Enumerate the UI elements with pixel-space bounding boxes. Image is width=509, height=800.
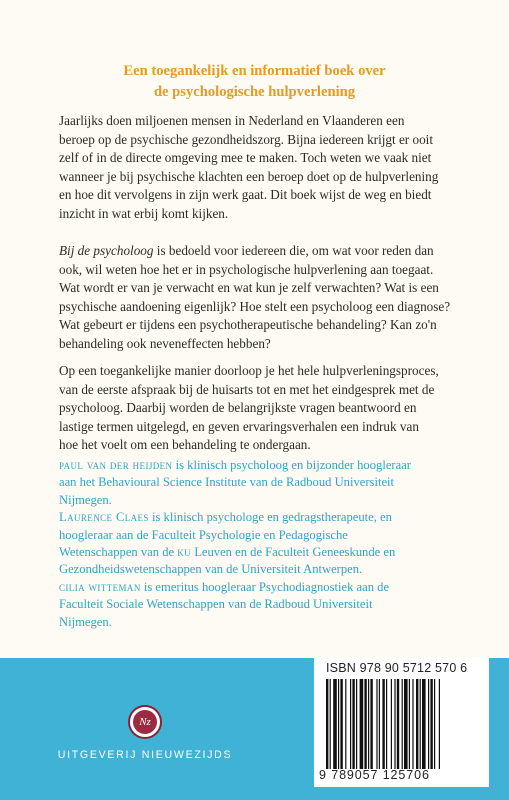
blurb-paragraph-1 <box>59 112 459 224</box>
isbn-label: ISBN 978 90 5712 570 6 <box>326 661 468 675</box>
bio-text: is emeritus hoogleraar Psychodiagnostiek aan de <box>140 579 390 594</box>
bio-line: Nijmegen. <box>59 492 112 507</box>
blurb-line: Wat gebeurt er tijdens een psychotherapeutische behandeling? Kan zo'n <box>59 317 437 333</box>
bio-line <box>59 457 469 474</box>
author-name: Laurence Claes <box>59 510 149 525</box>
bio-line: Faculteit Sociale Wetenschappen van de Radboud Universiteit <box>59 597 373 612</box>
blurb-line <box>59 242 459 261</box>
blurb-paragraph-2 <box>59 242 459 354</box>
ean-digits: 9 789057 125706 <box>319 768 430 782</box>
blurb-line: zelf of in de directe omgeving mee te maken. Toch weten we vaak niet <box>59 150 432 166</box>
publisher-logo-mark: Nz <box>133 710 157 734</box>
headline-line: Een toegankelijk en informatief boek over <box>123 63 386 79</box>
bio-line <box>59 509 469 526</box>
bio-line <box>59 579 469 596</box>
bio-text: is klinisch psychologe en gedragstherapeute, en <box>148 510 392 525</box>
author-name: cilia witteman <box>59 579 141 594</box>
blurb-line: Wat wordt er van je verwacht en wat kun je zelf verwachten? Wat is een <box>59 280 439 296</box>
blurb-line: lastige termen uitgelegd, en geven ervaringsverhalen een indruk van <box>59 418 419 434</box>
bio-line: hoogleraar aan de Faculteit Psychologie en Pedagogische <box>59 527 348 542</box>
blurb-line: en hoe dit vervolgens in zijn werk gaat. Dit boek wijst de weg en biedt <box>59 187 432 203</box>
publisher-name: UITGEVERIJ NIEUWEZIJDS <box>57 749 233 761</box>
blurb-line: wanneer je bij psychische klachten een beroep doet op de hulpverlening <box>59 168 439 184</box>
bio-text: Wetenschappen van de <box>59 545 178 560</box>
barcode-panel <box>314 657 489 787</box>
university-abbrev: ku <box>177 545 192 560</box>
barcode-icon <box>326 679 482 769</box>
blurb-line: hoe het voelt om een behandeling te ondergaan. <box>59 437 311 453</box>
bio-text: is klinisch psycholoog en bijzonder hoogleraar <box>172 458 411 472</box>
publisher-logo-icon <box>128 705 162 739</box>
blurb-paragraph-3 <box>59 362 459 455</box>
bio-line: Gezondheidswetenschappen van de Universiteit Antwerpen. <box>59 562 363 577</box>
cover-headline <box>0 61 509 103</box>
book-title: Bij de psycholoog <box>59 243 154 258</box>
bio-line: aan het Behavioural Science Institute van de Radboud Universiteit <box>59 475 395 490</box>
blurb-line: van de eerste afspraak bij de huisarts tot en met het eindgesprek met de <box>59 381 435 397</box>
blurb-line-rest: is bedoeld voor iedereen die, om wat voor reden dan <box>153 243 434 258</box>
blurb-line: Op een toegankelijke manier doorloop je het hele hulpverleningsproces, <box>59 363 439 378</box>
blurb-line: Jaarlijks doen miljoenen mensen in Nederland en Vlaanderen een <box>59 113 405 128</box>
blurb-line: psycholoog. Daarbij worden de belangrijkste vragen beantwoord en <box>59 400 417 416</box>
blurb-line: ook, wil weten hoe het er in psychologische hulpverlening aan toegaat. <box>59 261 434 277</box>
author-name: paul van der heijden <box>59 458 173 472</box>
headline-line: de psychologische hulpverlening <box>153 84 356 100</box>
blurb-line: inzicht in wat erbij komt kijken. <box>59 205 229 221</box>
blurb-line: psychische aandoening eigenlijk? Hoe stelt een psycholoog een diagnose? <box>59 298 451 314</box>
author-bios <box>59 457 469 631</box>
bio-text: Leuven en de Faculteit Geneeskunde en <box>191 545 396 560</box>
bio-line <box>59 544 469 561</box>
blurb-line: beroep op de psychische gezondheidszorg. Bijna iedereen krijgt er ooit <box>59 131 434 147</box>
bio-line: Nijmegen. <box>59 614 112 629</box>
blurb-line: behandeling ook neveneffecten hebben? <box>59 335 271 351</box>
